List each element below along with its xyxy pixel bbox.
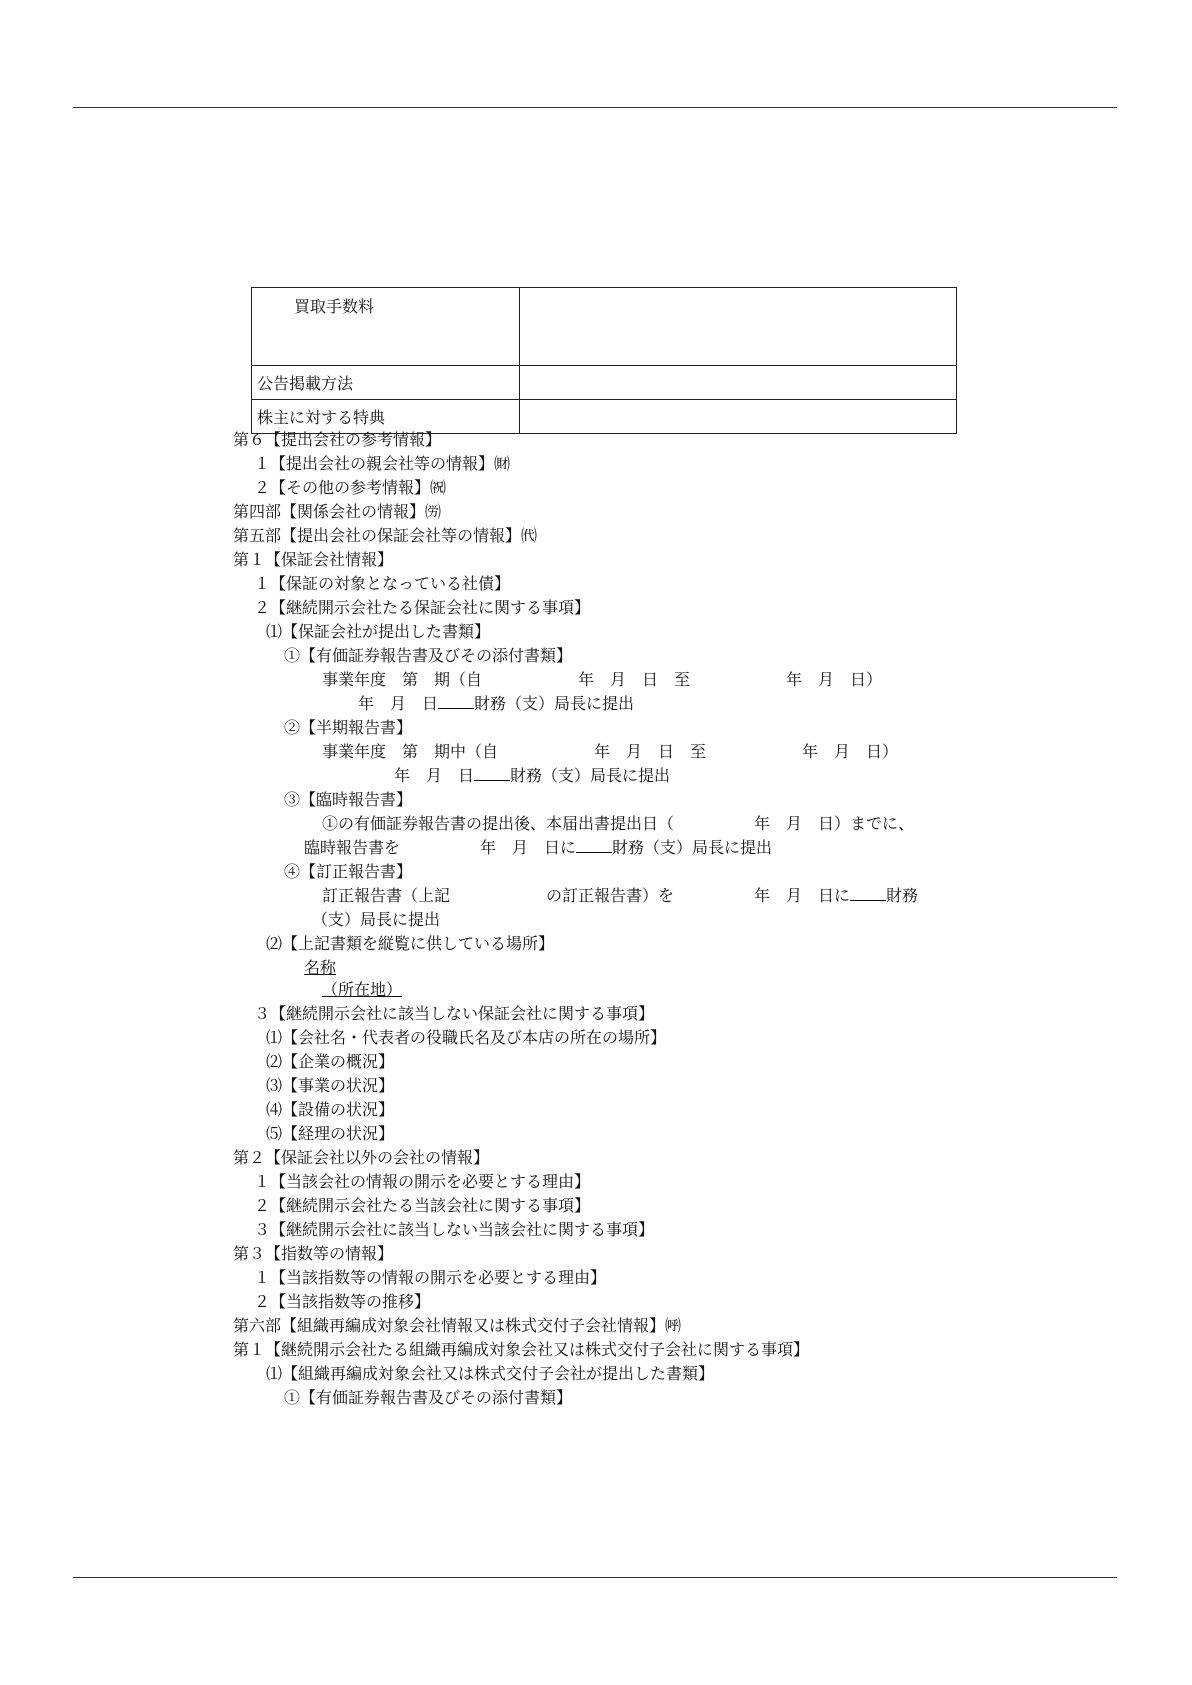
header-rule xyxy=(73,107,1117,108)
section-heading: 第６【提出会社の参考情報】 xyxy=(233,430,442,449)
section-heading: 第１【継続開示会社たる組織再編成対象会社又は株式交付子会社に関する事項】 xyxy=(233,1340,810,1359)
fiscal-year-line: 事業年度 第 期（自 年 月 日 至 年 月 日） xyxy=(322,670,883,689)
name-field-label: 名称 xyxy=(304,958,337,977)
item-heading: ２【当該指数等の推移】 xyxy=(254,1292,431,1311)
blank-underline xyxy=(474,767,510,781)
item-heading: １【当該指数等の情報の開示を必要とする理由】 xyxy=(254,1268,607,1287)
subitem-heading: ③【臨時報告書】 xyxy=(284,790,413,809)
blank-underline xyxy=(850,887,886,901)
row-value xyxy=(520,366,957,400)
fiscal-year-line: 事業年度 第 期中（自 年 月 日 至 年 月 日） xyxy=(322,742,899,761)
address-field-label: （所在地） xyxy=(322,980,403,999)
subitem-heading: ⑸【経理の状況】 xyxy=(266,1124,395,1143)
table-row xyxy=(252,400,957,434)
table-row xyxy=(252,366,957,400)
body-text: 訂正報告書（上記 の訂正報告書）を 年 月 日に xyxy=(322,886,851,905)
item-heading: ３【継続開示会社に該当しない当該会社に関する事項】 xyxy=(254,1220,655,1239)
subitem-heading: ②【半期報告書】 xyxy=(284,718,413,737)
bureau-text: 財務（支）局長に提出 xyxy=(612,838,773,857)
body-line: ①の有価証券報告書の提出後、本届出書提出日（ 年 月 日）までに、 xyxy=(322,814,915,833)
subitem-heading: ⑶【事業の状況】 xyxy=(266,1076,395,1095)
section-heading: 第１【保証会社情報】 xyxy=(233,550,394,569)
row-label: 買取手数料 xyxy=(252,288,520,366)
submission-line xyxy=(322,886,918,906)
submission-line xyxy=(394,766,670,786)
footer-rule xyxy=(73,1577,1117,1578)
date-text: 臨時報告書を 年 月 日に xyxy=(304,838,577,857)
subitem-heading: ⑷【設備の状況】 xyxy=(266,1100,395,1119)
item-heading: ３【継続開示会社に該当しない保証会社に関する事項】 xyxy=(254,1004,655,1023)
bureau-text: 財務 xyxy=(886,886,919,905)
item-heading: １【保証の対象となっている社債】 xyxy=(254,574,511,593)
subitem-heading: ①【有価証券報告書及びその添付書類】 xyxy=(284,646,573,665)
date-text: 年 月 日 xyxy=(358,694,439,713)
row-value xyxy=(520,400,957,434)
table-row xyxy=(252,288,957,366)
item-heading: １【当該会社の情報の開示を必要とする理由】 xyxy=(254,1172,591,1191)
part-heading: 第五部【提出会社の保証会社等の情報】㈹ xyxy=(233,526,538,545)
share-info-table xyxy=(251,287,957,434)
subitem-heading: ⑴【会社名・代表者の役職氏名及び本店の所在の場所】 xyxy=(266,1028,667,1047)
submission-line xyxy=(304,838,772,858)
subitem-heading: ①【有価証券報告書及びその添付書類】 xyxy=(284,1388,573,1407)
subitem-heading: ⑴【保証会社が提出した書類】 xyxy=(266,622,491,641)
date-text: 年 月 日 xyxy=(394,766,475,785)
section-heading: 第２【保証会社以外の会社の情報】 xyxy=(233,1148,490,1167)
body-line: （支）局長に提出 xyxy=(312,910,441,929)
part-heading: 第六部【組織再編成対象会社情報又は株式交付子会社情報】㈺ xyxy=(233,1316,682,1335)
item-heading: ２【継続開示会社たる保証会社に関する事項】 xyxy=(254,598,591,617)
subitem-heading: ⑵【企業の概況】 xyxy=(266,1052,395,1071)
bureau-text: 財務（支）局長に提出 xyxy=(510,766,671,785)
subitem-heading: ⑴【組織再編成対象会社又は株式交付子会社が提出した書類】 xyxy=(266,1364,715,1383)
row-value xyxy=(520,288,957,366)
part-heading: 第四部【関係会社の情報】㈸ xyxy=(233,502,442,521)
subitem-heading: ④【訂正報告書】 xyxy=(284,862,413,881)
submission-line xyxy=(358,694,634,714)
section-heading: 第３【指数等の情報】 xyxy=(233,1244,394,1263)
row-label: 公告掲載方法 xyxy=(252,366,520,400)
subitem-heading: ⑵【上記書類を縦覧に供している場所】 xyxy=(266,934,555,953)
item-heading: ２【継続開示会社たる当該会社に関する事項】 xyxy=(254,1196,591,1215)
blank-underline xyxy=(576,839,612,853)
blank-underline xyxy=(438,695,474,709)
item-heading: １【提出会社の親会社等の情報】㈶ xyxy=(254,454,511,473)
row-label: 株主に対する特典 xyxy=(252,400,520,434)
bureau-text: 財務（支）局長に提出 xyxy=(474,694,635,713)
item-heading: ２【その他の参考情報】㈷ xyxy=(254,478,447,497)
